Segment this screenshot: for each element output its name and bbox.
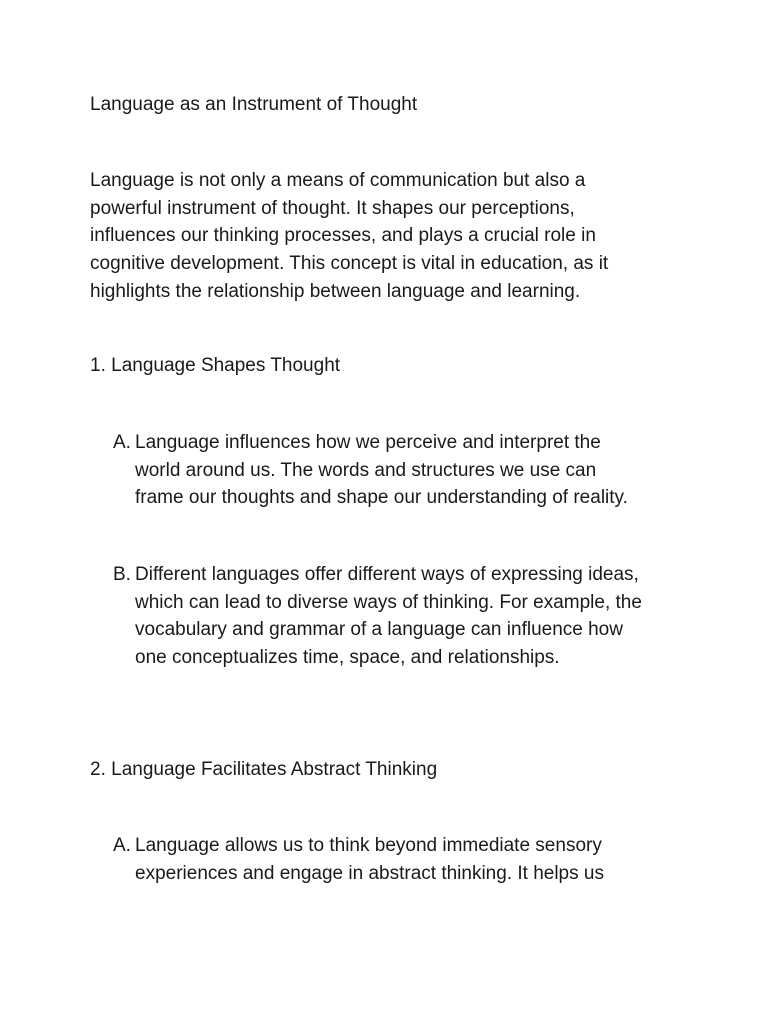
section-heading-2: 2. Language Facilitates Abstract Thinking: [90, 759, 438, 780]
list-marker: B.: [113, 564, 131, 585]
list-item-text: [135, 429, 628, 512]
item-line: Language influences how we perceive and interpret the: [135, 432, 601, 453]
list-marker: A.: [113, 835, 131, 856]
intro-line: highlights the relationship between language and learning.: [90, 280, 581, 302]
intro-line: powerful instrument of thought. It shapes our perceptions,: [90, 197, 575, 219]
item-line: world around us. The words and structures we use can: [135, 459, 597, 481]
item-line: frame our thoughts and shape our understanding of reality.: [135, 487, 628, 509]
intro-line: Language is not only a means of communication but also a: [90, 170, 586, 191]
intro-line: cognitive development. This concept is vital in education, as it: [90, 253, 609, 275]
item-line: experiences and engage in abstract thinking. It helps us: [135, 862, 604, 884]
document-title: Language as an Instrument of Thought: [90, 94, 418, 115]
section-heading-1: 1. Language Shapes Thought: [90, 355, 341, 376]
list-item-text: [135, 561, 642, 672]
list-marker: A.: [113, 432, 131, 453]
item-line: which can lead to diverse ways of thinking. For example, the: [135, 591, 642, 613]
intro-line: influences our thinking processes, and plays a crucial role in: [90, 225, 596, 247]
intro-paragraph: [90, 167, 690, 306]
item-line: vocabulary and grammar of a language can influence how: [135, 619, 623, 641]
item-line: one conceptualizes time, space, and relationships.: [135, 647, 560, 669]
item-line: Language allows us to think beyond immediate sensory: [135, 835, 602, 856]
item-line: Different languages offer different ways of expressing ideas,: [135, 564, 639, 585]
list-item-text: [135, 832, 604, 887]
